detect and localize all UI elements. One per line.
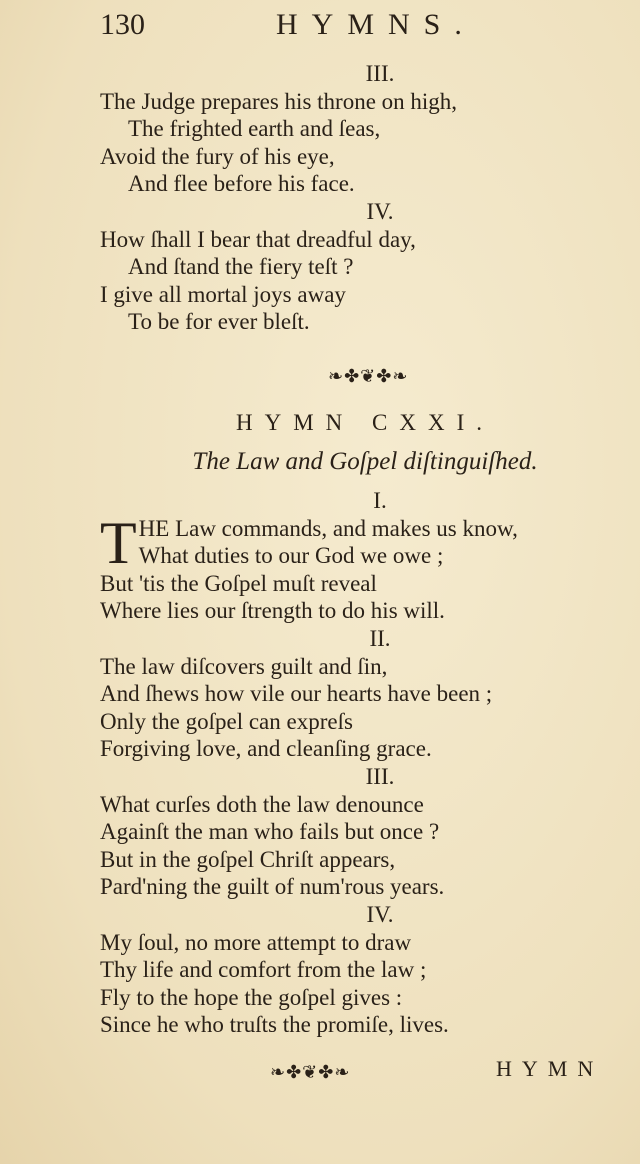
verse-line: Forgiving love, and cleanſing grace. (100, 736, 432, 762)
fleuron-ornament: ❧✤❦✤❧ (328, 366, 409, 386)
verse-line: And ſtand the fiery teſt ? (128, 254, 354, 280)
verse-line: The law diſcovers guilt and ſin, (100, 653, 388, 679)
stanza-number: I. (373, 488, 387, 513)
hymn-subtitle: The Law and Goſpel diſtinguiſhed. (192, 448, 538, 475)
stanza-number: III. (365, 61, 395, 86)
verse-line: What duties to our God we owe ; (138, 543, 444, 569)
verse-line: And flee before his face. (128, 171, 355, 197)
hymn-continued (100, 60, 630, 336)
verse-line: But in the goſpel Chriſt appears, (100, 846, 396, 872)
verse-line: Where lies our ſtrength to do his will. (100, 598, 445, 624)
hymn-title: HYMN CXXI. (236, 410, 494, 435)
verse-line: Fly to the hope the goſpel gives : (100, 984, 403, 1010)
verse-line: I give all mortal joys away (100, 281, 346, 307)
verse-line: Againſt the man who fails but once ? (100, 819, 440, 845)
verse-line: The Judge prepares his throne on high, (100, 88, 458, 114)
verse-line: And ſhews how vile our hearts have been ; (100, 681, 493, 707)
verse-line: HE Law commands, and makes us know, (138, 515, 518, 541)
page-number: 130 (100, 8, 145, 41)
stanza-number: III. (365, 763, 395, 789)
verse-line: Avoid the fury of his eye, (100, 143, 335, 169)
verse-line: To be for ever bleſt. (128, 309, 310, 335)
hymn-body (100, 487, 630, 1039)
stanza-number: IV. (366, 198, 394, 224)
drop-cap-letter: T (100, 509, 137, 576)
verse-line: What curſes doth the law denounce (100, 791, 424, 817)
verse-line: The frighted earth and ſeas, (128, 116, 381, 142)
verse-line: My ſoul, no more attempt to draw (100, 929, 412, 955)
verse-line: Pard'ning the guilt of num'rous years. (100, 874, 445, 900)
verse-line: But 'tis the Goſpel muſt reveal (100, 570, 377, 596)
verse-line: Only the goſpel can expreſs (100, 708, 353, 734)
page-header (100, 8, 640, 44)
verse-line: How ſhall I bear that dreadful day, (100, 226, 416, 252)
stanza-number: II. (369, 625, 391, 651)
fleuron-ornament: ❧✤❦✤❧ (270, 1062, 351, 1082)
catchword: HYMN (496, 1056, 604, 1081)
verse-line: Since he who truſts the promiſe, lives. (100, 1012, 449, 1038)
running-head: HYMNS. (276, 8, 476, 41)
first-stanza-with-dropcap (100, 509, 630, 576)
verse-line: Thy life and comfort from the law ; (100, 957, 427, 983)
stanza-number: IV. (366, 901, 394, 927)
